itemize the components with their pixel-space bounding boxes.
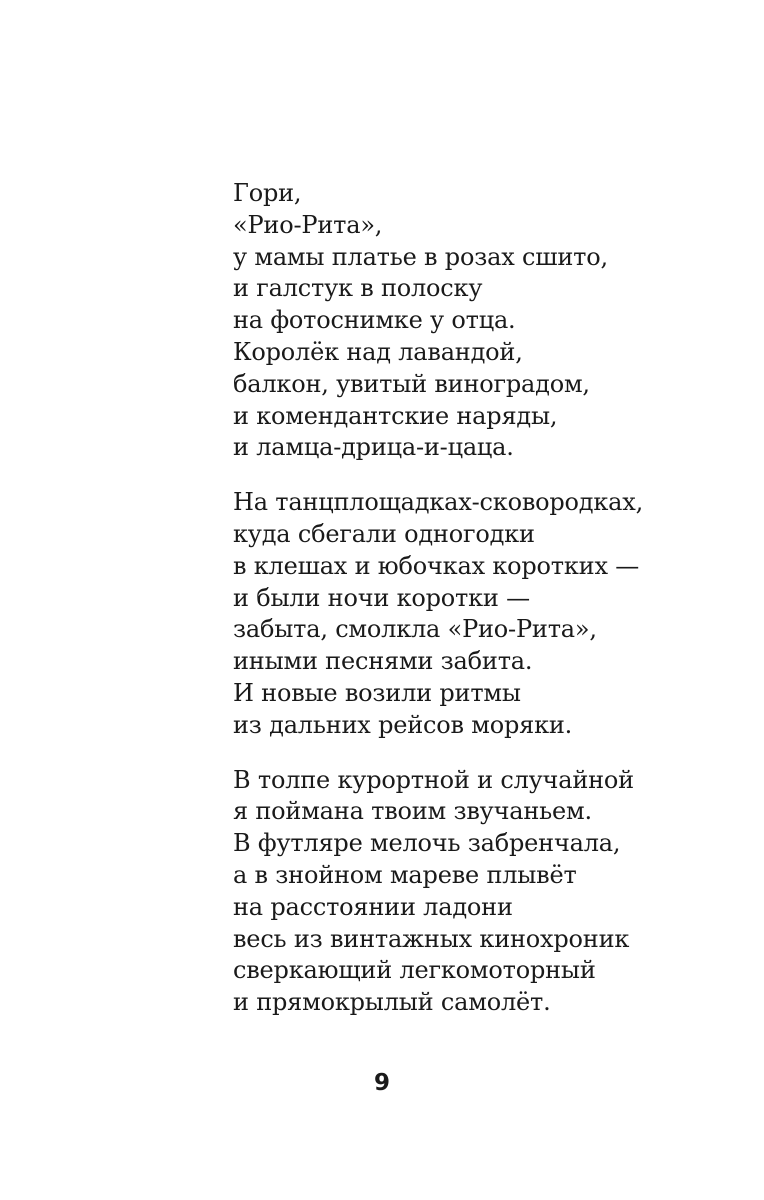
poem-line: весь из винтажных кинохроник	[233, 924, 630, 953]
poem-line: на расстоянии ладони	[233, 892, 513, 921]
poem-line: на фотоснимке у отца.	[233, 306, 516, 335]
poem-line: «Рио-Рита»,	[233, 210, 383, 239]
poem-line: иными песнями забита.	[233, 647, 533, 676]
poem-line: балкон, увитый виноградом,	[233, 369, 590, 398]
poem-line: и ламца-дрица-и-цаца.	[233, 433, 514, 462]
poem-line: из дальних рейсов моряки.	[233, 710, 573, 739]
poem-line: и были ночи коротки —	[233, 583, 530, 612]
poem-line: я поймана твоим звучаньем.	[233, 797, 592, 826]
poem-line: а в знойном мареве плывёт	[233, 860, 577, 889]
poem-line: В футляре мелочь забренчала,	[233, 829, 621, 858]
stanza-3	[233, 765, 733, 1019]
poem-line: На танцплощадках-сковородках,	[233, 488, 644, 517]
poem-line: В толпе курортной и случайной	[233, 765, 634, 794]
page-number: 9	[373, 1070, 390, 1096]
poem-line: и прямокрылый самолёт.	[233, 988, 551, 1017]
poem-line: куда сбегали одногодки	[233, 519, 535, 548]
poem-line: Королёк над лавандой,	[233, 337, 523, 366]
poem-line: у мамы платье в розах сшито,	[233, 242, 608, 271]
poem-line: в клешах и юбочках коротких —	[233, 551, 640, 580]
poem-line: И новые возили ритмы	[233, 678, 521, 707]
poem-line: Гори,	[233, 179, 302, 207]
poem-line: и галстук в полоску	[233, 274, 483, 303]
stanza-2	[233, 487, 733, 741]
poem-line: и комендантские наряды,	[233, 401, 558, 430]
stanza-1	[233, 178, 733, 464]
poem-line: сверкающий легкомоторный	[233, 956, 596, 985]
poem	[233, 178, 733, 1042]
poem-line: забыта, смолкла «Рио-Рита»,	[233, 615, 597, 644]
